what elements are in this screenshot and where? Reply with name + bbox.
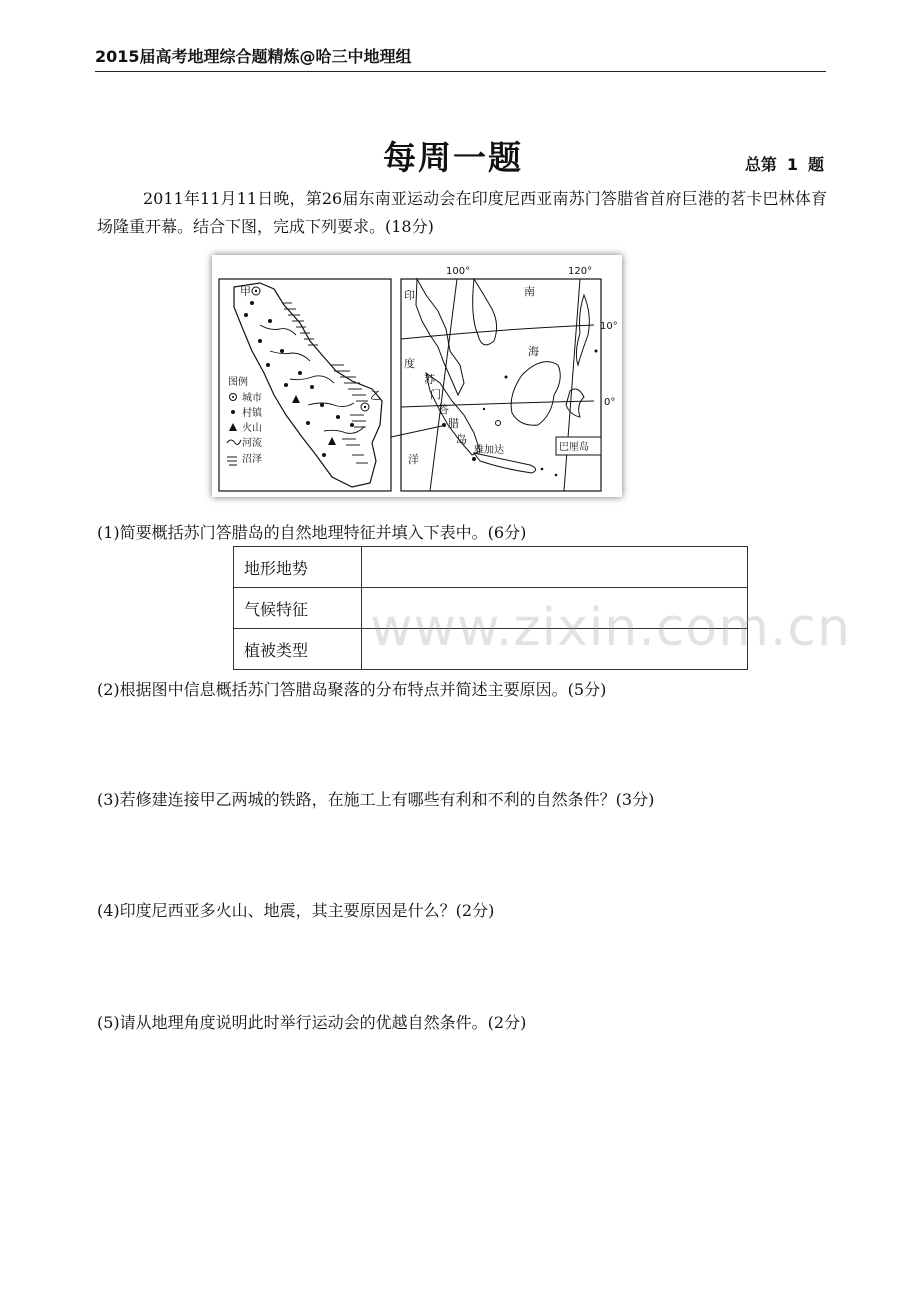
question-counter (735, 152, 824, 175)
intro-paragraph: 2011年11月11日晚，第26届东南亚运动会在印度尼西亚南苏门答腊省首府巨港的茗卡巴林体育场隆重开幕。结合下图，完成下列要求。(18分) (97, 189, 827, 236)
city-circle-icon (496, 421, 501, 426)
label-men: 门 (430, 388, 441, 401)
map-figure (212, 255, 622, 497)
parallel-10 (401, 325, 594, 339)
label-nan: 南 (524, 285, 535, 298)
legend-city: 城市 (242, 393, 262, 404)
label-su: 苏 (424, 373, 435, 386)
legend-river-icon (227, 440, 241, 444)
indochina-coast (473, 279, 497, 345)
label-da: 答 (438, 403, 449, 416)
header-text: 2015届高考地理综合题精炼@哈三中地理组 (95, 47, 412, 66)
legend-village-icon (231, 410, 235, 414)
watermark: www.zixin.com.cn (370, 598, 851, 658)
small-islands (483, 350, 598, 477)
table-row (234, 547, 748, 588)
lat-0-label: 0° (604, 397, 616, 408)
borneo-outline (511, 362, 560, 426)
lon-120-label: 120° (568, 266, 593, 277)
volcano-icon (292, 395, 300, 403)
label-du: 度 (404, 357, 415, 370)
label-bali: 巴厘岛 (559, 442, 589, 453)
question-2: (2)根据图中信息概括苏门答腊岛聚落的分布特点并简述主要原因。(5分) (97, 680, 607, 699)
city-yi-label: 乙 (370, 389, 381, 402)
question-5: (5)请从地理角度说明此时举行运动会的优越自然条件。(2分) (97, 1013, 527, 1032)
counter-prefix: 总第 (744, 155, 777, 174)
page-title: 每周一题 (383, 138, 523, 177)
legend-swamp-icon (227, 457, 237, 465)
inset-connector-line (391, 426, 442, 437)
label-hai: 海 (528, 345, 539, 358)
legend-title: 图例 (228, 377, 248, 388)
legend-volcano-icon (229, 423, 237, 431)
meridian-120 (564, 279, 580, 491)
swamp-hatching (282, 303, 368, 463)
parallel-0 (401, 401, 594, 407)
label-yin: 印 (404, 289, 415, 302)
page-header (95, 46, 826, 72)
legend-village: 村镇 (242, 408, 262, 419)
label-dao: 岛 (456, 433, 467, 446)
question-4: (4)印度尼西亚多火山、地震，其主要原因是什么？(2分) (97, 901, 495, 920)
legend-river: 河流 (242, 438, 262, 449)
counter-suffix: 题 (807, 155, 824, 174)
map-svg (212, 255, 622, 497)
sulawesi-outline (566, 389, 584, 417)
row-label-vegetation: 植被类型 (234, 629, 362, 670)
java-outline (474, 453, 536, 473)
label-yang: 洋 (408, 453, 419, 466)
jakarta-dot (472, 457, 476, 461)
question-3: (3)若修建连接甲乙两城的铁路，在施工上有哪些有利和不利的自然条件？(3分) (97, 790, 655, 809)
city-jia-label: 甲 (240, 285, 251, 298)
volcano-icon (328, 437, 336, 445)
counter-number: 1 (786, 155, 798, 174)
row-label-terrain: 地形地势 (234, 547, 362, 588)
palembang-dot (442, 423, 446, 427)
answer-terrain[interactable] (362, 547, 748, 588)
label-la: 腊 (448, 417, 459, 430)
row-label-climate: 气候特征 (234, 588, 362, 629)
lon-100-label: 100° (446, 266, 471, 277)
legend-swamp: 沼泽 (242, 454, 262, 465)
lat-10-label: 10° (600, 321, 618, 332)
question-1: (1)简要概括苏门答腊岛的自然地理特征并填入下表中。(6分) (97, 523, 527, 542)
label-jakarta: 雅加达 (474, 445, 504, 456)
legend-volcano: 火山 (242, 423, 262, 434)
